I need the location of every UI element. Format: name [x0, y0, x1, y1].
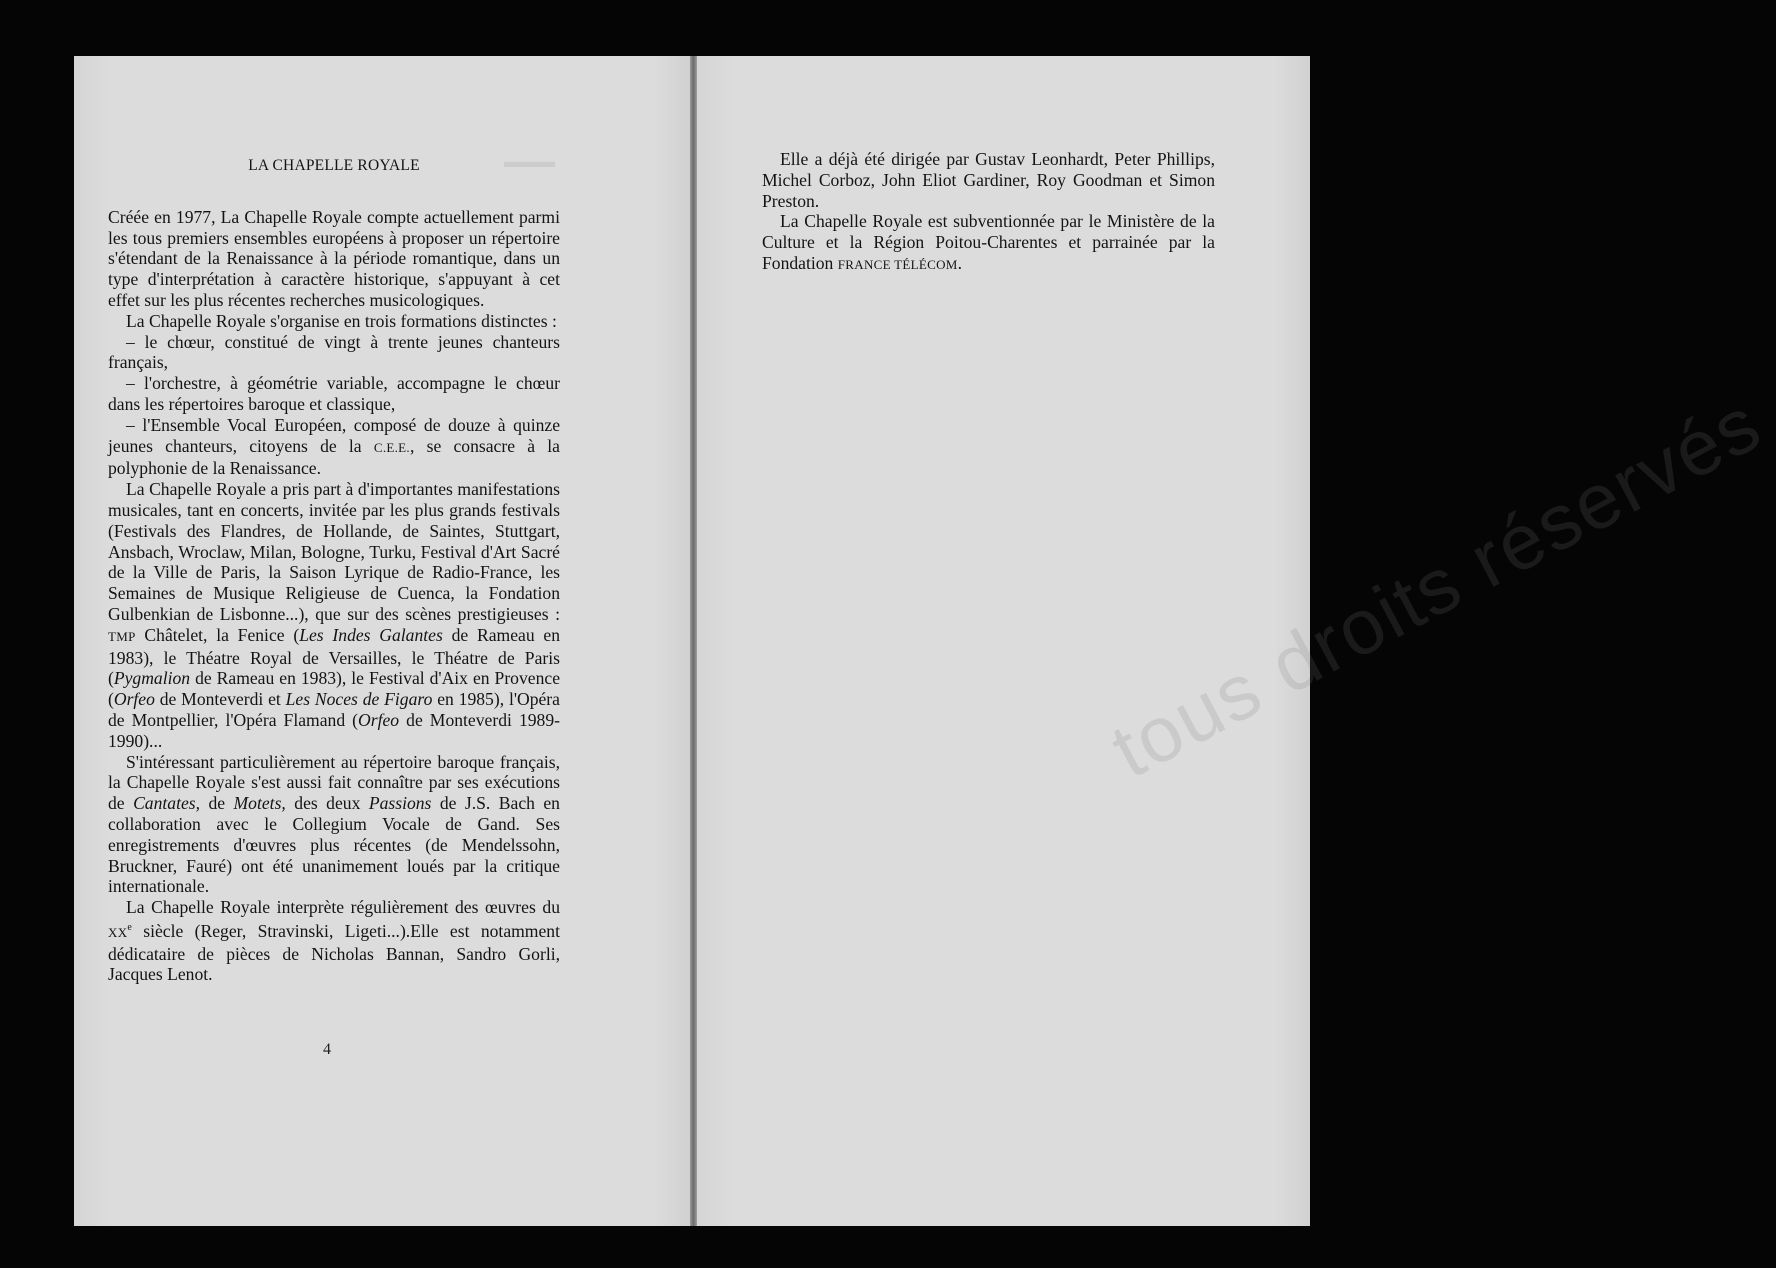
paragraph-baroque: [108, 752, 560, 898]
text-run: de Rameau en 1983), le Théatre Royal de Versailles, le Théatre de Paris (: [108, 624, 560, 689]
text-run: La Chapelle Royale a pris part à d'importantes manifestations musicales, tant en concerts, invitée par les plus grands festivals (Festivals des Flandres, de Hollande, de Saintes, Stuttgart, Ansbach, Wroclaw, Milan, Bologne, Turku, Festival d'Art Sacré de la Ville de Paris, la Saison Lyrique de Radio-France, les Semaines de Musique Religieuse de Cuenca, la Fondation Gulbenkian de Lisbonne...), que sur des scènes prestigieuses :: [108, 479, 560, 624]
paragraph-concerts: [108, 479, 560, 751]
text-run: de Monteverdi et: [154, 689, 286, 710]
text-run: de Monteverdi 1989-1990)...: [108, 709, 560, 751]
work-title: Pygmalion: [113, 668, 191, 689]
text-run: S'intéressant particulièrement au répertoire baroque français, la Chapelle Royale s'est aussi fait connaître par ses exécutions de: [108, 751, 560, 814]
show-through-text: ▬▬▬: [504, 152, 555, 171]
paragraph-xx-siecle: [108, 897, 560, 985]
text-run: – l'Ensemble Vocal Européen, composé de douze à quinze jeunes chanteurs, citoyens de la: [108, 414, 560, 456]
list-item-choeur: – le chœur, constitué de vingt à trente jeunes chanteurs français,: [108, 331, 560, 373]
section-heading: LA CHAPELLE ROYALE: [248, 157, 420, 174]
text-run: en 1985), l'Opéra de Montpellier, l'Opéra Flamand (: [108, 689, 560, 730]
list-item-ensemble-vocal: [108, 415, 560, 479]
page-number: 4: [323, 1041, 331, 1058]
paragraph-funding: [762, 211, 1215, 275]
work-title: Cantates,: [133, 793, 201, 814]
text-run: de: [200, 793, 234, 814]
list-item-orchestre: – l'orchestre, à géométrie variable, accompagne le chœur dans les répertoires baroque et classique,: [108, 373, 560, 414]
text-run: de J.S. Bach en collaboration avec le Collegium Vocale de Gand. Ses enregistrements d'œuvres plus récentes (de Mendelssohn, Bruckner, Fauré) ont été unanimement loués par la critique internationale.: [108, 793, 560, 897]
paragraph-conductors: Elle a déjà été dirigée par Gustav Leonhardt, Peter Phillips, Michel Corboz, John Eliot Gardiner, Roy Goodman et Simon Preston.: [762, 149, 1215, 211]
book-gutter: [690, 56, 697, 1226]
text-run: , se consacre à la polyphonie de la Renaissance.: [108, 435, 560, 479]
text-run: La Chapelle Royale est subventionnée par le Ministère de la Culture et la Région Poitou-Charentes et parrainée par la Fondation: [762, 211, 1215, 273]
text-run: Châtelet, la Fenice (: [135, 624, 300, 645]
work-title: Les Noces de Figaro: [285, 689, 433, 710]
left-page-text: [108, 156, 560, 985]
text-run: .: [957, 252, 963, 273]
century-numeral: XX: [108, 924, 128, 940]
watermark: tous droits réservés: [1097, 378, 1776, 795]
century-suffix: e: [127, 921, 132, 933]
work-title: Les Indes Galantes: [299, 624, 443, 645]
work-title: Orfeo: [358, 709, 400, 730]
paragraph-intro: Créée en 1977, La Chapelle Royale compte actuellement parmi les tous premiers ensembles européens à proposer un répertoire s'étendant de la Renaissance à la période romantique, dans un type d'interprétation à caractère historique, s'appuyant à cet effet sur les plus récentes recherches musicologiques.: [108, 206, 560, 310]
text-run: siècle (Reger, Stravinski, Ligeti...).Elle est notamment dédicataire de pièces de Nicholas Bannan, Sandro Gorli, Jacques Lenot.: [108, 920, 560, 985]
text-run: La Chapelle Royale interprète régulièrement des œuvres du: [126, 897, 560, 918]
paragraph-formations: La Chapelle Royale s'organise en trois formations distinctes :: [126, 310, 557, 331]
right-page-text: [762, 149, 1215, 276]
text-run: des deux: [285, 793, 369, 814]
sponsor-name: FRANCE TÉLÉCOM: [837, 256, 958, 272]
work-title: Passions: [368, 793, 432, 814]
work-title: Orfeo: [113, 689, 155, 710]
tmp-abbrev: TMP: [108, 628, 136, 644]
cee-abbrev: C.E.E.: [373, 439, 410, 455]
text-run: de Rameau en 1983), le Festival d'Aix en Provence (: [108, 668, 560, 710]
work-title: Motets,: [233, 793, 286, 814]
